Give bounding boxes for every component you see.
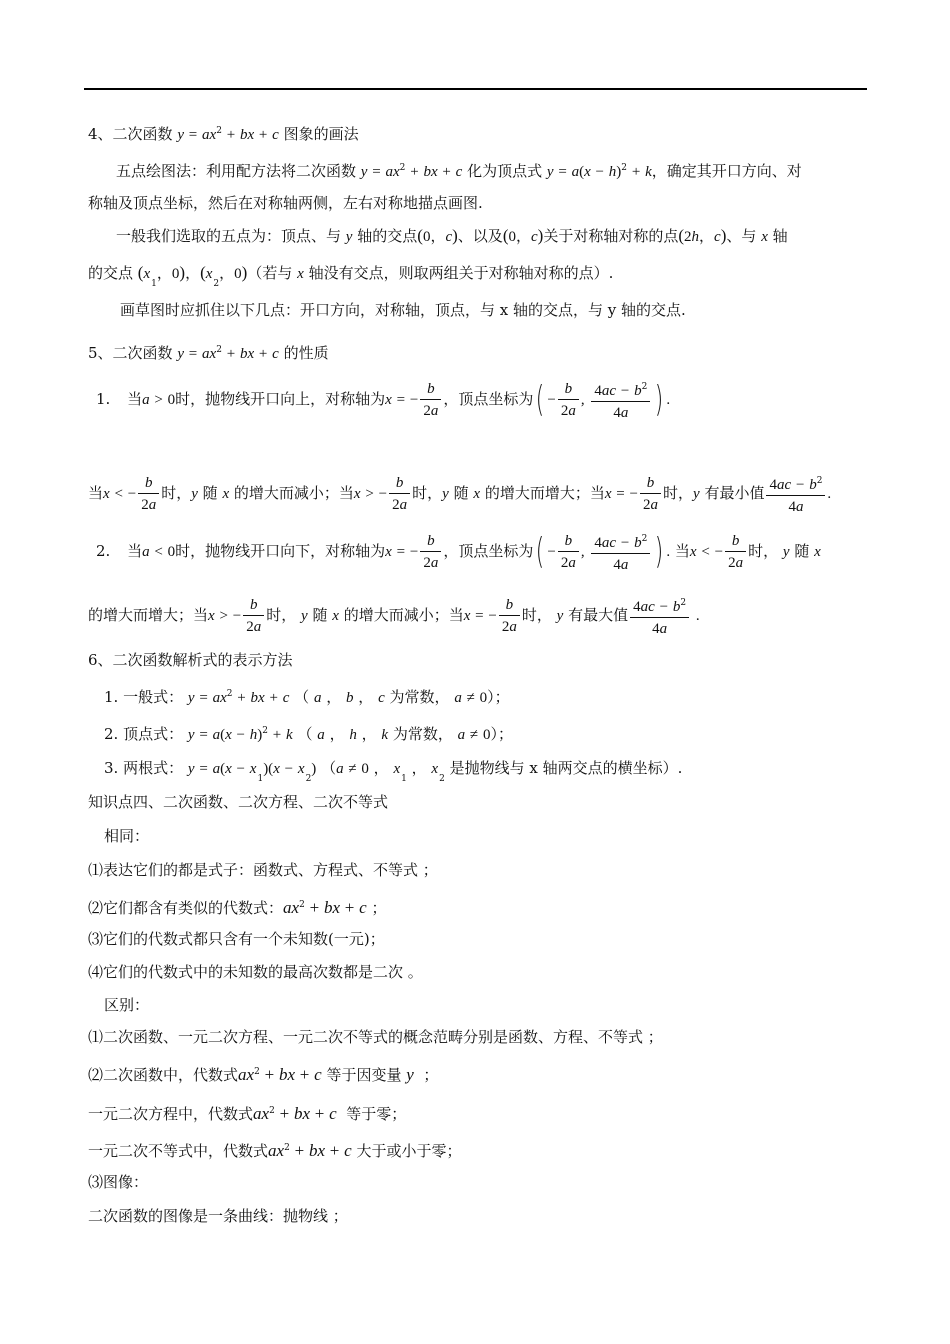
k4-same-4: ⑷它们的代数式中的未知数的最高次数都是二次 。 (88, 963, 423, 981)
s4-heading: 4、二次函数 $y = ax^2$ + bx + c 图象的画法 (88, 125, 359, 143)
s5-item-1: 1. 当a > 0时，抛物线开口向上，对称轴为x = − $\frac{b}{2a}$ ，顶点坐标为( − $\frac{b}{2a}$ , $\frac{4ac - b^2}{4a}$ ) . (96, 379, 671, 421)
k4-diff-4: 一元二次不等式中，代数式$ax^2$ + bx + c 大于或小于零； (88, 1141, 462, 1160)
s4-paragraph-3: 一般我们选取的五点为：顶点、与 y 轴的交点(0，c)、以及(0，c)关于对称轴对称的点(2h，c)、与 x 轴 (116, 226, 788, 245)
k4-same-3: ⑶它们的代数式都只含有一个未知数(一元)； (88, 930, 385, 948)
s4-paragraph-1: 五点绘图法：利用配方法将二次函数 $y = ax^2$ + bx + c 化为顶点式 $y = a(x - h)^2 + k$，确定其开口方向、对 (116, 162, 802, 180)
k4-diff-5: ⑶图像： (88, 1173, 149, 1191)
k4-same-label: 相同： (104, 827, 150, 845)
k4-diff-label: 区别： (104, 996, 150, 1014)
k4-same-1: ⑴表达它们的都是式子：函数式、方程式、不等式 ； (88, 861, 438, 879)
k4-diff-6: 二次函数的图像是一条曲线：抛物线 ； (88, 1207, 348, 1225)
s4-paragraph-4: 的交点 ($x_1$，0)，($x_2$，0)（若与 x 轴没有交点，则取两组关于对称轴对称的点）. (88, 263, 614, 289)
s5-item-2: 2. 当a < 0时，抛物线开口向下，对称轴为x = − $\frac{b}{2a}$ ，顶点坐标为( − $\frac{b}{2a}$ , $\frac{4ac - b^2}{4a}$ ) . 当x < − $\frac{b}{2a}$ 时， y 随 x (96, 531, 821, 573)
header-rule (84, 88, 867, 90)
s6-form-vertex: 2. 顶点式： $y = a(x - h)^2 + k$ （ a ， h ， k 为常数， a ≠ 0）； (104, 725, 513, 743)
k4-diff-3: 一元二次方程中，代数式$ax^2$ + bx + c 等于零； (88, 1104, 407, 1123)
s4-paragraph-2: 称轴及顶点坐标，然后在对称轴两侧，左右对称地描点画图. (88, 194, 483, 212)
s6-form-general: 1. 一般式： $y = ax^2$ + bx + c （ a ， b ， c 为常数， a ≠ 0）； (104, 688, 510, 706)
s4-paragraph-5: 画草图时应抓住以下几点：开口方向，对称轴，顶点，与 x 轴的交点，与 y 轴的交点. (120, 301, 686, 319)
s6-form-roots: 3. 两根式： $y = a(x - x_1)(x - x_2)$ （a ≠ 0 ， $x_1$ ， $x_2$ 是抛物线与 x 轴两交点的横坐标）. (104, 759, 683, 784)
s6-heading: 6、二次函数解析式的表示方法 (88, 651, 293, 669)
s5-line-4: 的增大而增大；当x > − $\frac{b}{2a}$ 时， y 随 x 的增大而减小；当x = − $\frac{b}{2a}$ 时， y 有最大值 $\frac{4ac - b^2}{4a}$ . (88, 594, 700, 638)
k4-same-2: ⑵它们都含有类似的代数式：$ax^2$ + bx + c ； (88, 898, 387, 917)
k4-heading: 知识点四、二次函数、二次方程、二次不等式 (88, 793, 389, 811)
k4-diff-1: ⑴二次函数、一元二次方程、一元二次不等式的概念范畴分别是函数、方程、不等式 ； (88, 1028, 663, 1046)
s5-heading: 5、二次函数 $y = ax^2$ + bx + c 的性质 (88, 344, 329, 362)
s5-line-2: 当x < − $\frac{b}{2a}$ 时，y 随 x 的增大而减小；当x > − $\frac{b}{2a}$ 时，y 随 x 的增大而增大；当x = − $\frac{b}{2a}$ 时，y 有最小值 $\frac{4ac - b^2}{4a}$ . (88, 472, 831, 516)
k4-diff-2: ⑵二次函数中，代数式$ax^2$ + bx + c 等于因变量 y ； (88, 1065, 439, 1084)
